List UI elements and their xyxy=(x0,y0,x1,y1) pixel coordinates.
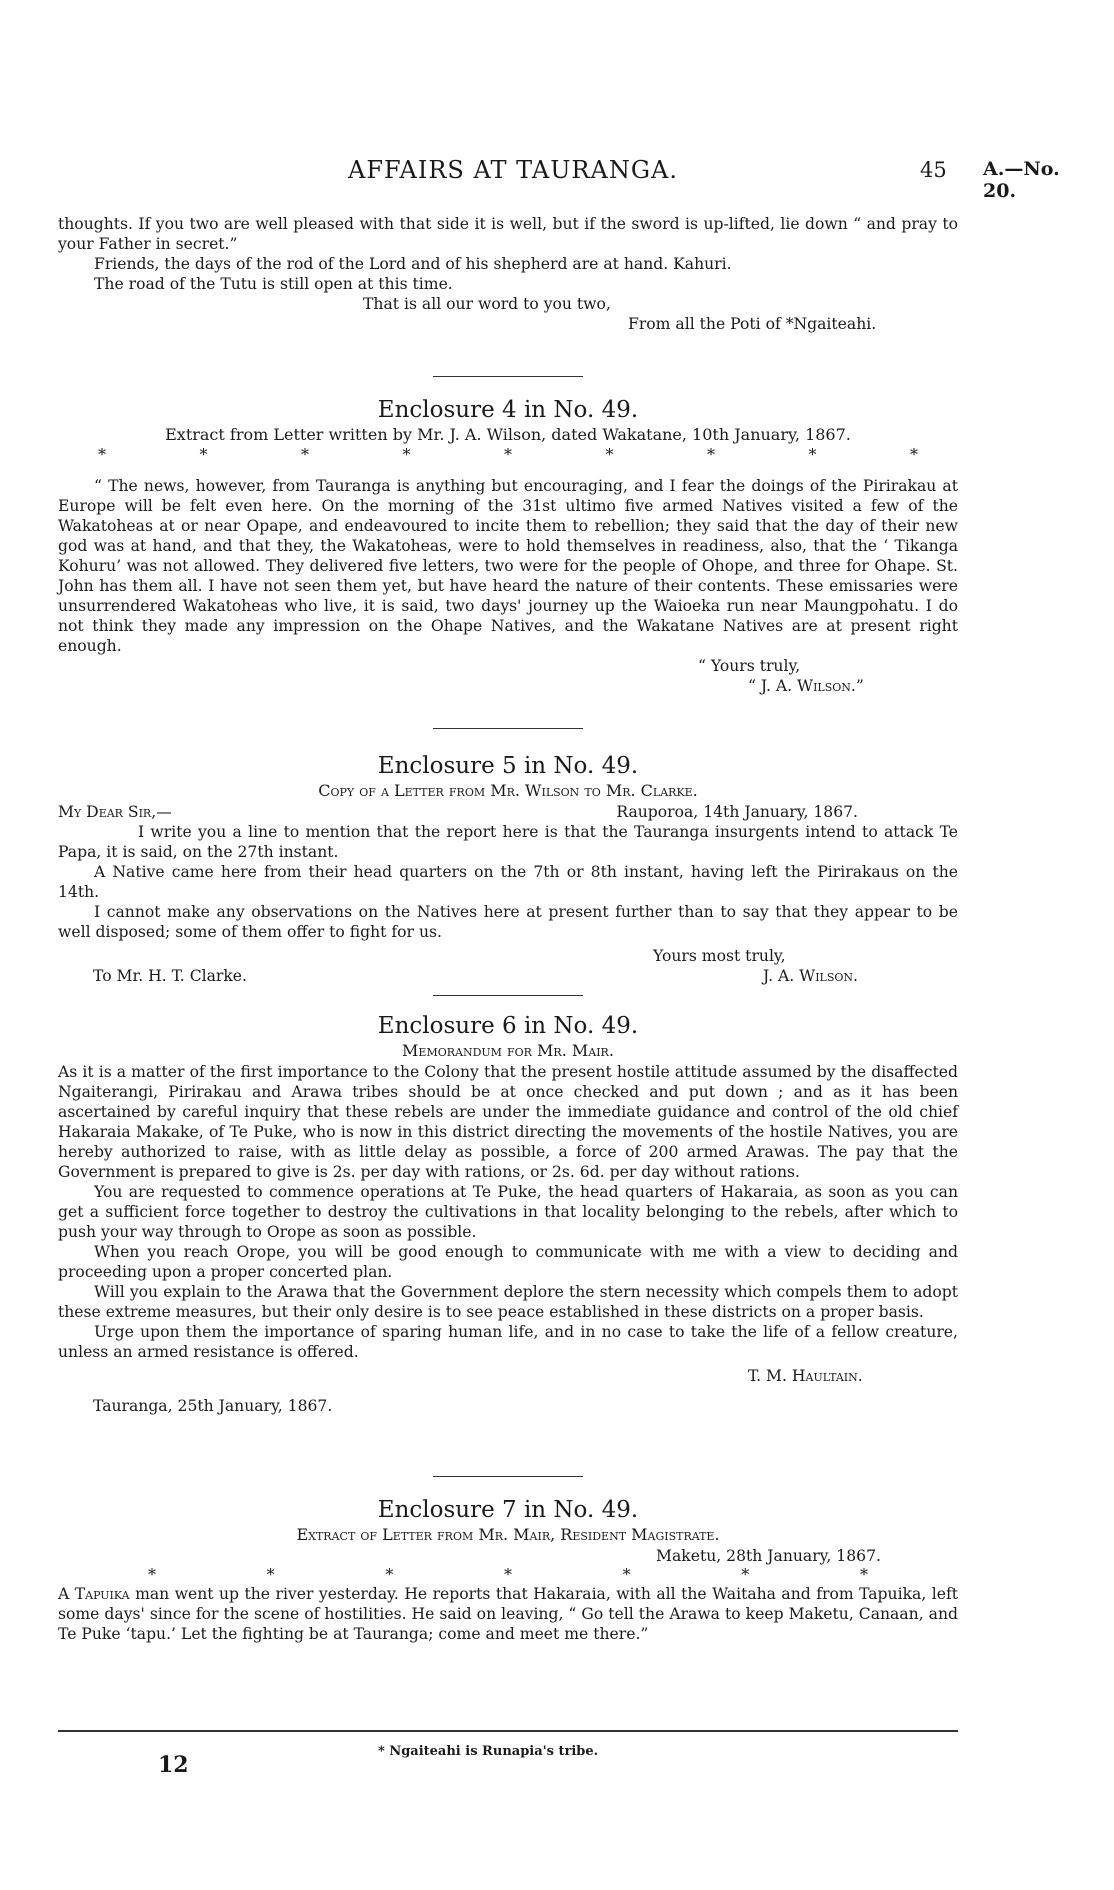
paragraph: Urge upon them the importance of sparing human life, and in no case to take the life of a fellow creature, unless an armed resistance is offered. xyxy=(58,1323,958,1361)
enclosure-title: Enclosure 4 in No. 49. xyxy=(377,397,639,423)
enclosure-title: Enclosure 6 in No. 49. xyxy=(377,1013,639,1039)
paragraph: As it is a matter of the first importance to the Colony that the present hostile attitude assumed by the disaffected Ngaiterangi, Pirirakau and Arawa tribes should be at once checked and put down ; and as it has been ascertained by careful inquiry that these rebels are under the immediate guidance and control of the old chief Hakaraia Makake, of Te Puke, who is now in this district directing the movements of the hostile Natives, you are hereby authorized to raise, with as little delay as possible, a force of 200 armed Arawas. The pay that the Government is prepared to give is 2s. per day with rations, or 2s. 6d. per day without rations. xyxy=(58,1063,958,1181)
paragraph-text: man went up the river yesterday. He reports that Hakaraia, with all the Waitaha and from Tapuika, left some days' since for the scene of hostilities. He said on leaving, “ Go tell the Arawa to keep Maketu, Canaan, and Te Puke ‘tapu.’ Let the fighting be at Tauranga; come and meet me there.” xyxy=(58,1585,958,1643)
paragraph: thoughts. If you two are well pleased with that side it is well, but if the sword is up-lifted, lie down “ and pray to your Father in secret.” xyxy=(58,215,958,253)
closing-line: That is all our word to you two, xyxy=(363,295,611,313)
paper-reference: A.—No. 20. xyxy=(983,158,1060,202)
star: * xyxy=(199,445,208,464)
signature-line: J. A. Wilson. xyxy=(763,967,858,985)
paragraph: I cannot make any observations on the Natives here at present further than to say that they appear to be well disposed; some of them offer to fight for us. xyxy=(58,903,958,941)
signature-line: “ J. A. Wilson.” xyxy=(748,677,864,695)
footnote: * Ngaiteahi is Runapia's tribe. xyxy=(378,1744,599,1759)
enclosure-subtitle: Extract from Letter written by Mr. J. A. Wilson, dated Wakatane, 10th January, 1867. xyxy=(165,425,851,444)
enclosure-4 xyxy=(58,396,958,696)
paragraph: “ The news, however, from Tauranga is anything but encouraging, and I fear the doings of the Pirirakau at Europe will be felt even here. On the morning of the 31st ultimo five armed Natives visited a few of the Wakatoheas at or near Opape, and endeavoured to incite them to rebellion; they said that the day of their new god was at hand, and that they, the Wakatoheas, were to hold themselves in readiness, also, that the ‘ Tikanga Kohuru’ was not allowed. They delivered five letters, two were for the people of Ohope, and three for Ohape. St. John has them all. I have not seen them yet, but have heard the nature of their contents. These emissaries were unsurrendered Wakatoheas who live, it is said, two days' journey up the Waioeka run near Maungpohatu. I do not think they made any impression on the Ohape Natives, and the Wakatane Natives are at present right enough. xyxy=(58,477,958,655)
paragraph: A Native came here from their head quarters on the 7th or 8th instant, having left the Pirirakaus on the 14th. xyxy=(58,863,958,901)
lead-in: A Tapuika xyxy=(58,1585,130,1603)
page-number: 45 xyxy=(920,158,947,182)
star: * xyxy=(301,445,309,464)
enclosure-6 xyxy=(58,1012,958,1416)
enclosure-5 xyxy=(58,752,958,986)
star: * xyxy=(910,445,918,464)
enclosure-subtitle: Memorandum for Mr. Mair. xyxy=(402,1041,614,1060)
letter-continuation xyxy=(58,214,958,334)
paragraph: When you reach Orope, you will be good enough to communicate with me with a view to deciding and proceeding upon a proper concerted plan. xyxy=(58,1243,958,1281)
star: * xyxy=(622,1565,631,1584)
place-date: Tauranga, 25th January, 1867. xyxy=(93,1397,333,1415)
star: * xyxy=(98,445,106,464)
star: * xyxy=(402,445,411,464)
star: * xyxy=(148,1565,156,1584)
salutation: My Dear Sir,— xyxy=(58,803,172,821)
signature-line: T. M. Haultain. xyxy=(748,1367,863,1385)
running-header xyxy=(58,156,1088,202)
star: * xyxy=(266,1565,275,1584)
signature-line: From all the Poti of *Ngaiteahi. xyxy=(628,315,877,333)
enclosure-subtitle: Extract of Letter from Mr. Mair, Resident Magistrate. xyxy=(296,1525,720,1544)
addressee-row xyxy=(58,966,958,986)
section-divider xyxy=(58,728,958,729)
paragraph: Friends, the days of the rod of the Lord and of his shepherd are at hand. Kahuri. xyxy=(94,255,732,273)
star: * xyxy=(385,1565,394,1584)
paragraph xyxy=(58,1584,958,1644)
star: * xyxy=(707,445,715,464)
ellipsis-stars xyxy=(58,446,958,464)
place-date: Rauporoa, 14th January, 1867. xyxy=(616,803,858,821)
section-divider xyxy=(58,1476,958,1477)
enclosure-subtitle: Copy of a Letter from Mr. Wilson to Mr. Clarke. xyxy=(318,781,698,800)
closing-line: Yours most truly, xyxy=(653,947,786,965)
page-title: AFFAIRS AT TAURANGA. xyxy=(348,156,678,184)
star: * xyxy=(859,1565,868,1584)
enclosure-title: Enclosure 5 in No. 49. xyxy=(377,753,639,779)
addressee: To Mr. H. T. Clarke. xyxy=(93,967,247,985)
paragraph: I write you a line to mention that the report here is that the Tauranga insurgents intend to attack Te Papa, it is said, on the 27th instant. xyxy=(58,823,958,861)
enclosure-title: Enclosure 7 in No. 49. xyxy=(377,1497,639,1523)
star: * xyxy=(808,445,817,464)
star: * xyxy=(503,1565,512,1584)
paragraph: You are requested to commence operations at Te Puke, the head quarters of Hakaraia, as soon as you can get a sufficient force together to destroy the cultivations in that locality belonging to the rebels, after which to push your way through to Orope as soon as possible. xyxy=(58,1183,958,1241)
section-divider xyxy=(58,995,958,996)
place-date: Maketu, 28th January, 1867. xyxy=(656,1547,881,1565)
salutation-row xyxy=(58,802,958,822)
closing-line: “ Yours truly, xyxy=(698,657,801,675)
section-divider xyxy=(58,376,958,377)
paragraph: The road of the Tutu is still open at this time. xyxy=(94,275,453,293)
footer-rule xyxy=(58,1730,958,1732)
star: * xyxy=(741,1565,750,1584)
printer-signature-mark: 12 xyxy=(158,1752,189,1778)
paragraph: Will you explain to the Arawa that the Government deplore the stern necessity which compels them to adopt these extreme measures, but their only desire is to see peace established in these districts on a proper basis. xyxy=(58,1283,958,1321)
star: * xyxy=(504,445,512,464)
enclosure-7 xyxy=(58,1496,958,1644)
star: * xyxy=(605,445,614,464)
ellipsis-stars xyxy=(58,1566,958,1584)
